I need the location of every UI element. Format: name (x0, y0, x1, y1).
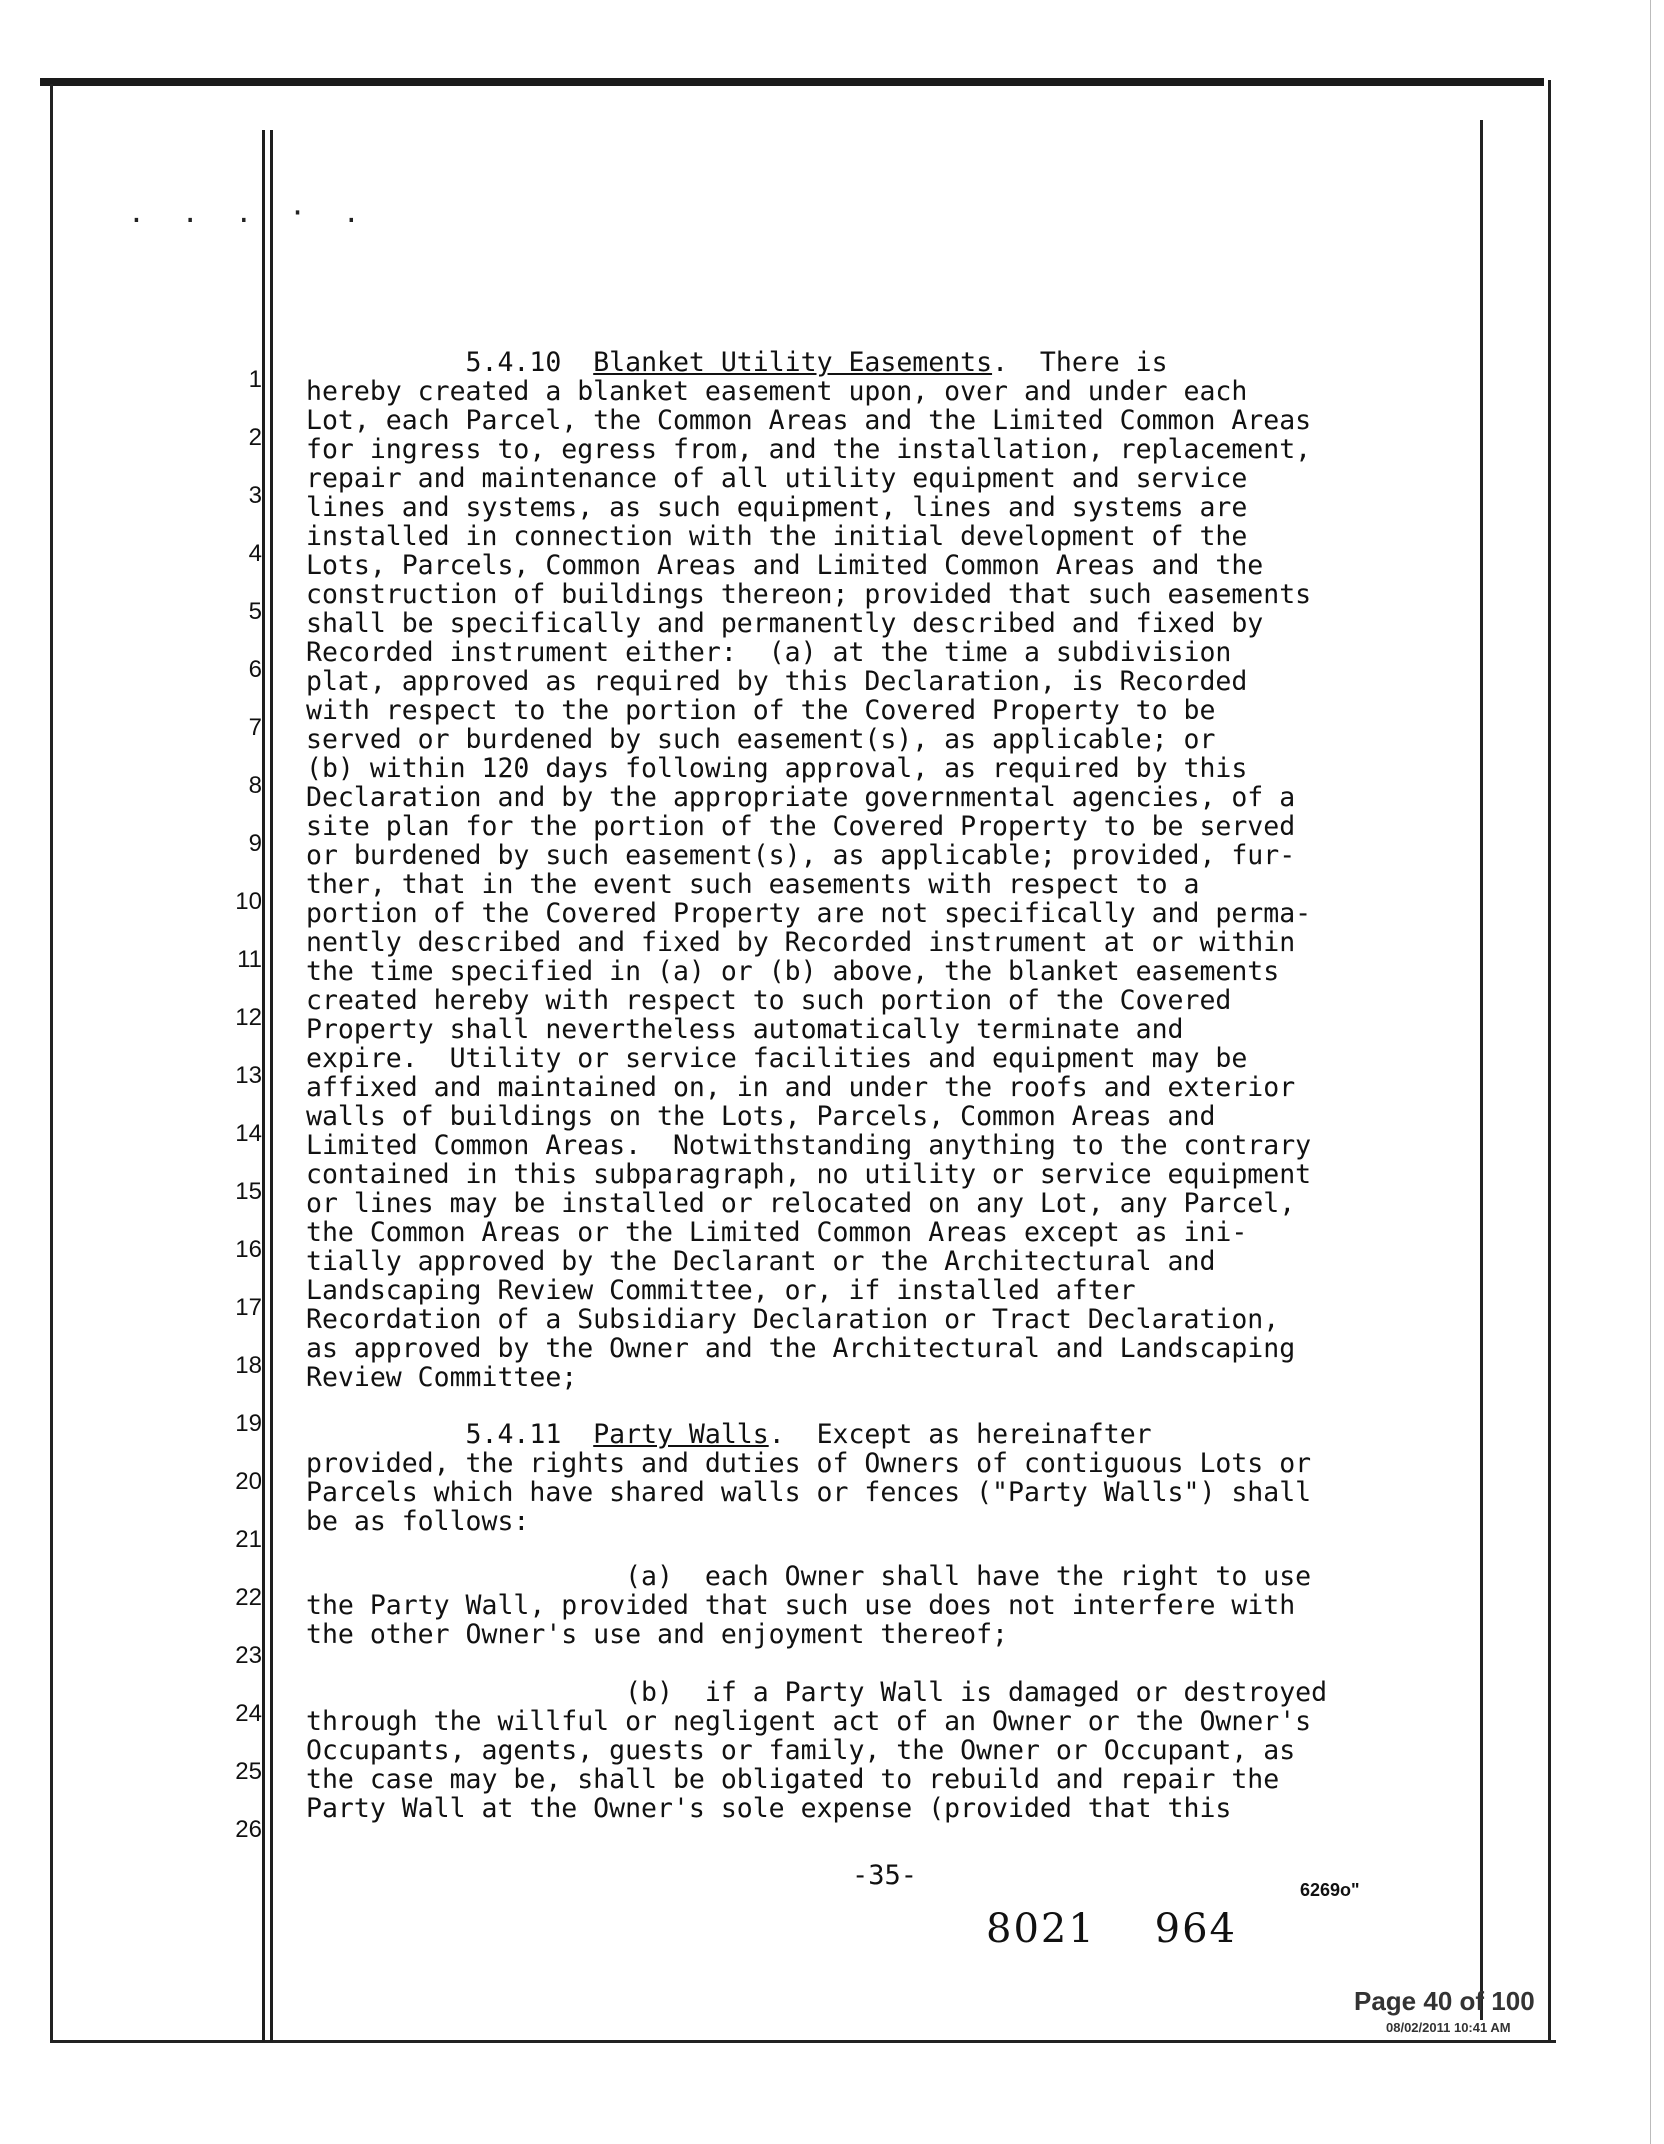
page-border-left (50, 84, 53, 2042)
body-line: Lots, Parcels, Common Areas and Limited Common Areas and the (306, 550, 1264, 581)
line-number: 1 (248, 366, 262, 393)
line-number: 18 (235, 1352, 262, 1379)
item-a-lead: (a) each Owner shall have the right to use (625, 1561, 1312, 1592)
body-line: Parcels which have shared walls or fences ("Party Walls") shall (306, 1477, 1312, 1508)
line-number: 22 (235, 1584, 262, 1611)
body-line: Landscaping Review Committee, or, if installed after (306, 1275, 1136, 1306)
body-line: Review Committee; (306, 1362, 578, 1393)
item-b-lead: (b) if a Party Wall is damaged or destroyed (625, 1677, 1328, 1708)
body-line: the other Owner's use and enjoyment thereof; (306, 1619, 1008, 1650)
line-number: 10 (235, 888, 262, 915)
body-line: with respect to the portion of the Covered Property to be (306, 695, 1216, 726)
body-line: Recorded instrument either: (a) at the time a subdivision (306, 637, 1232, 668)
line-number: 11 (237, 946, 262, 973)
body-line: contained in this subparagraph, no utility or service equipment (306, 1159, 1312, 1190)
line-number: 14 (235, 1120, 262, 1147)
body-line: Recordation of a Subsidiary Declaration or Tract Declaration, (306, 1304, 1280, 1335)
line-number: 6 (248, 656, 262, 683)
line-number: 2 (248, 424, 262, 451)
body-line: the case may be, shall be obligated to rebuild and repair the (306, 1764, 1280, 1795)
body-line: portion of the Covered Property are not specifically and perma- (306, 898, 1312, 929)
body-line: lines and systems, as such equipment, lines and systems are (306, 492, 1248, 523)
section-5-4-10 (306, 348, 1311, 1392)
body-line: as approved by the Owner and the Architectural and Landscaping (306, 1333, 1296, 1364)
body-line: the Common Areas or the Limited Common Areas except as ini- (306, 1217, 1248, 1248)
body-line: created hereby with respect to such portion of the Covered (306, 985, 1232, 1016)
line-number: 3 (248, 482, 262, 509)
line-number: 15 (235, 1178, 262, 1205)
section-heading-line (306, 348, 1311, 377)
item-a (306, 1562, 1311, 1649)
page-border-bottom (50, 2040, 1556, 2043)
body-line: the Party Wall, provided that such use does not interfere with (306, 1590, 1296, 1621)
body-line: Occupants, agents, guests or family, the Owner or Occupant, as (306, 1735, 1296, 1766)
body-line: provided, the rights and duties of Owners of contiguous Lots or (306, 1448, 1312, 1479)
body-line: repair and maintenance of all utility equipment and service (306, 463, 1248, 494)
body-line: Declaration and by the appropriate governmental agencies, of a (306, 782, 1296, 813)
line-number: 25 (235, 1758, 262, 1785)
line-number: 13 (235, 1062, 262, 1089)
body-line: plat, approved as required by this Declaration, is Recorded (306, 666, 1248, 697)
section-number: 5.4.10 (465, 347, 562, 378)
body-line: shall be specifically and permanently described and fixed by (306, 608, 1264, 639)
body-line: or burdened by such easement(s), as applicable; provided, fur- (306, 840, 1296, 871)
line-number: 20 (235, 1468, 262, 1495)
body-line: Lot, each Parcel, the Common Areas and the Limited Common Areas (306, 405, 1312, 436)
line-number: 12 (235, 1004, 262, 1031)
margin-rule-1 (262, 130, 265, 2042)
body-line: installed in connection with the initial development of the (306, 521, 1248, 552)
line-number: 21 (235, 1526, 262, 1553)
body-line: nently described and fixed by Recorded instrument at or within (306, 927, 1296, 958)
item-first-line (306, 1678, 1327, 1707)
line-number: 24 (235, 1700, 262, 1727)
scan-edge-line (1650, 0, 1651, 2144)
body-line: site plan for the portion of the Covered Property to be served (306, 811, 1296, 842)
body-line: the time specified in (a) or (b) above, the blanket easements (306, 956, 1280, 987)
body-line: Limited Common Areas. Notwithstanding anything to the contrary (306, 1130, 1312, 1161)
body-line: for ingress to, egress from, and the installation, replacement, (306, 434, 1312, 465)
line-number: 16 (235, 1236, 262, 1263)
page-of-indicator: Page 40 of 100 (1354, 1986, 1535, 2016)
page-border-right (1548, 80, 1551, 2042)
item-b (306, 1678, 1327, 1823)
body-line: Party Wall at the Owner's sole expense (provided that this (306, 1793, 1232, 1824)
page-number: -35- (852, 1860, 918, 1891)
document-code: 6269o" (1300, 1880, 1360, 1900)
body-line: Property shall nevertheless automatically terminate and (306, 1014, 1184, 1045)
print-timestamp: 08/02/2011 10:41 AM (1386, 2020, 1511, 2035)
body-line: tially approved by the Declarant or the Architectural and (306, 1246, 1216, 1277)
body-line: hereby created a blanket easement upon, over and under each (306, 376, 1248, 407)
body-line: construction of buildings thereon; provided that such easements (306, 579, 1312, 610)
body-line: through the willful or negligent act of an Owner or the Owner's (306, 1706, 1312, 1737)
body-line: ther, that in the event such easements with respect to a (306, 869, 1200, 900)
line-number: 23 (235, 1642, 262, 1669)
line-number: 19 (235, 1410, 262, 1437)
section-number: 5.4.11 (465, 1419, 562, 1450)
heading-tail: . There is (992, 347, 1168, 378)
line-number: 9 (248, 830, 262, 857)
section-heading: Blanket Utility Easements (593, 347, 993, 378)
section-heading: Party Walls (593, 1419, 769, 1450)
line-number: 5 (248, 598, 262, 625)
line-number: 4 (248, 540, 262, 567)
margin-rule-2 (270, 130, 273, 2042)
line-number: 26 (235, 1816, 262, 1843)
top-border-bar (40, 78, 1544, 86)
line-number: 7 (248, 714, 262, 741)
body-line: affixed and maintained on, in and under the roofs and exterior (306, 1072, 1296, 1103)
body-line: or lines may be installed or relocated on any Lot, any Parcel, (306, 1188, 1296, 1219)
item-first-line (306, 1562, 1311, 1591)
body-line: (b) within 120 days following approval, as required by this (306, 753, 1248, 784)
line-number: 8 (248, 772, 262, 799)
section-heading-line (306, 1420, 1311, 1449)
body-line: expire. Utility or service facilities and equipment may be (306, 1043, 1248, 1074)
heading-tail: . Except as hereinafter (768, 1419, 1152, 1450)
body-line: served or burdened by such easement(s), as applicable; or (306, 724, 1216, 755)
book-page-stamp: 8021 964 (986, 1906, 1238, 1952)
body-line: walls of buildings on the Lots, Parcels, Common Areas and (306, 1101, 1216, 1132)
line-number: 17 (235, 1294, 262, 1321)
body-line: be as follows: (306, 1506, 530, 1537)
section-5-4-11 (306, 1420, 1311, 1536)
margin-dots: . . . · . (128, 196, 370, 229)
right-margin-rule (1480, 120, 1483, 2020)
